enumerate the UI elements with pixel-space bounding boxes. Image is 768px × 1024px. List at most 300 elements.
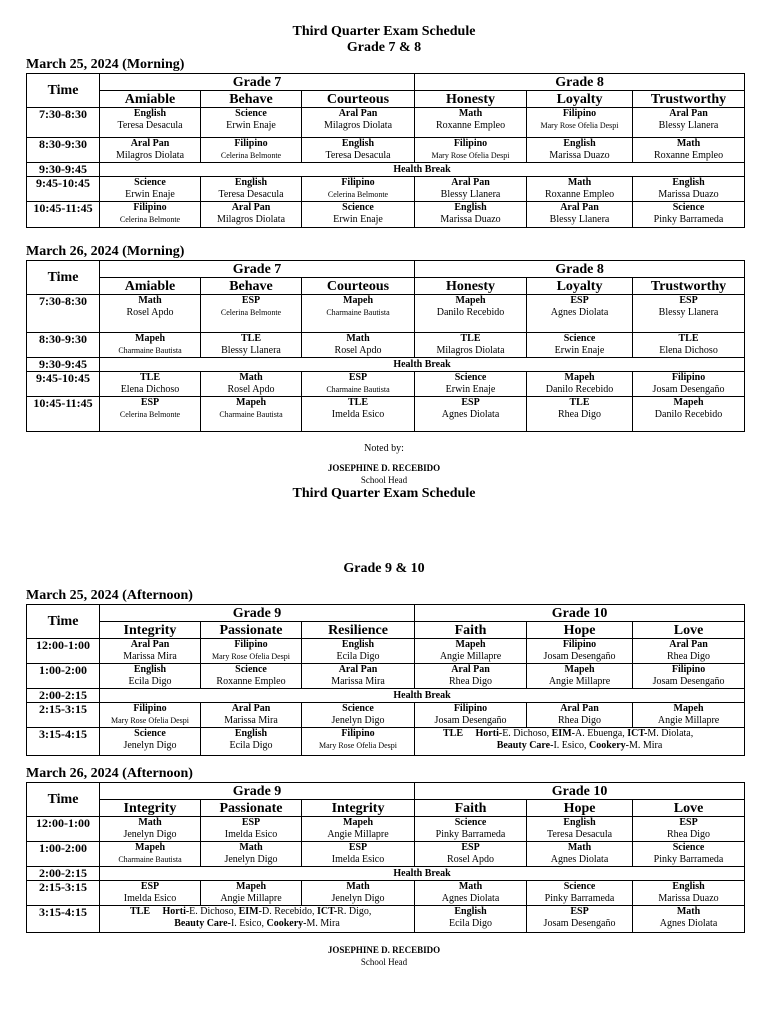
subject: Mapeh: [455, 295, 486, 306]
table-row: [27, 295, 745, 333]
tle-strand: ICT-: [316, 906, 338, 917]
teacher: Imelda Esico: [331, 409, 385, 420]
teacher: Danilo Recebido: [654, 409, 723, 420]
schedule-cell: [633, 664, 745, 689]
teacher: Teresa Desacula: [117, 120, 183, 131]
teacher: Rhea Digo: [667, 829, 711, 840]
subject: Math: [458, 108, 483, 119]
teacher: Angie Millapre: [220, 893, 282, 904]
schedule-cell: [100, 817, 201, 842]
subject: TLE: [678, 333, 699, 344]
time-slot: 8:30-9:30: [27, 333, 100, 358]
tle-teacher: I. Esico,: [230, 918, 267, 929]
schedule-cell: [633, 397, 745, 432]
subject: Math: [239, 372, 263, 383]
teacher: Agnes Diolata: [441, 893, 500, 904]
schedule-cell: [415, 906, 527, 933]
subject: Aral Pan: [560, 703, 599, 714]
teacher: Mary Rose Ofelia Despi: [431, 151, 510, 160]
subject: Filipino: [453, 703, 488, 714]
grade-header: Grade 8: [415, 261, 745, 278]
schedule-cell: [100, 202, 201, 228]
schedule-cell: [415, 639, 527, 664]
teacher: Marissa Mira: [224, 715, 278, 726]
table-row: [27, 163, 745, 177]
subject: Aral Pan: [231, 703, 271, 714]
schedule-cell: [415, 295, 527, 333]
schedule-cell: [100, 639, 201, 664]
section-header: Integrity: [100, 800, 201, 817]
subject: Mapeh: [135, 842, 165, 853]
schedule-cell: [201, 138, 302, 163]
subject: Mapeh: [564, 664, 595, 675]
schedule-cell: [302, 108, 415, 138]
subject: Science: [563, 881, 596, 892]
teacher: Jenelyn Digo: [123, 829, 177, 840]
tle-teacher: M. Mira: [306, 918, 340, 929]
time-header: Time: [27, 783, 100, 817]
teacher: Marissa Duazo: [658, 189, 719, 200]
schedule-cell: [302, 295, 415, 333]
teacher: Roxanne Empleo: [544, 189, 615, 200]
signatory-role: School Head: [360, 957, 408, 967]
subject: Math: [239, 842, 263, 853]
section-header: Hope: [527, 800, 633, 817]
schedule-cell: [415, 817, 527, 842]
tle-teacher: E. Dichoso,: [189, 906, 239, 917]
teacher: Charmaine Bautista: [118, 855, 182, 864]
section-header: Faith: [415, 800, 527, 817]
schedule-cell: [527, 817, 633, 842]
subject: Math: [567, 177, 592, 188]
teacher: Elena Dichoso: [120, 384, 180, 395]
signatory-role: School Head: [360, 475, 408, 485]
section-header: Integrity: [100, 622, 201, 639]
schedule-cell: [201, 639, 302, 664]
schedule-cell: [302, 817, 415, 842]
teacher: Imelda Esico: [331, 854, 385, 865]
section-header: Passionate: [201, 800, 302, 817]
subject: Math: [138, 817, 162, 828]
time-slot: 9:30-9:45: [27, 358, 100, 372]
teacher: Roxanne Empleo: [216, 676, 286, 687]
schedule-cell: [415, 397, 527, 432]
subject: Filipino: [341, 177, 375, 188]
schedule-cell: [302, 728, 415, 756]
health-break: Health Break: [100, 358, 745, 372]
subject: Science: [342, 703, 374, 714]
teacher: Agnes Diolata: [550, 854, 609, 865]
teacher: Erwin Enaje: [226, 120, 276, 131]
subject: Filipino: [562, 108, 597, 119]
subject: Filipino: [234, 138, 268, 149]
section-header: Passionate: [201, 622, 302, 639]
tle-teacher: D. Recebido,: [261, 906, 317, 917]
schedule-cell: [302, 177, 415, 202]
time-slot: 10:45-11:45: [27, 202, 100, 228]
schedule-cell: [633, 108, 745, 138]
table-row: [27, 333, 745, 358]
subject: English: [672, 177, 705, 188]
schedule-cell: [633, 333, 745, 358]
teacher: Blessy Llanera: [440, 189, 501, 200]
schedule-cell: [527, 703, 633, 728]
schedule-cell: [527, 842, 633, 867]
time-slot: 9:45-10:45: [27, 372, 100, 397]
teacher: Roxanne Empleo: [653, 150, 724, 161]
section-header: Love: [633, 800, 745, 817]
subject: Aral Pan: [338, 108, 378, 119]
teacher: Josam Desengaño: [543, 918, 616, 929]
subject: Filipino: [234, 639, 268, 650]
teacher: Milagros Diolata: [323, 120, 393, 131]
subject: ESP: [140, 397, 160, 408]
table-row: [27, 881, 745, 906]
subject: TLE: [569, 397, 590, 408]
teacher: Angie Millapre: [327, 829, 389, 840]
subject: ESP: [461, 842, 480, 853]
subject: Mapeh: [455, 639, 486, 650]
schedule-cell: [302, 372, 415, 397]
schedule-cell: [201, 664, 302, 689]
schedule-table-0: [26, 73, 745, 228]
table-row: [27, 639, 745, 664]
schedule-cell: [100, 108, 201, 138]
subject: English: [234, 728, 268, 739]
subject: Filipino: [341, 728, 375, 739]
doc-subtitle-1: Grade 7 & 8: [346, 40, 422, 55]
subject: ESP: [241, 295, 261, 306]
teacher: Ecila Digo: [448, 918, 493, 929]
teacher: Marissa Mira: [123, 651, 177, 662]
table-date-1: March 26, 2024 (Morning): [26, 244, 185, 259]
subject: Filipino: [453, 138, 488, 149]
teacher: Elena Dichoso: [659, 345, 718, 356]
grade-header: Grade 9: [100, 605, 415, 622]
schedule-cell: [633, 372, 745, 397]
teacher: Angie Millapre: [548, 676, 611, 687]
tle-label: TLE: [130, 906, 151, 917]
teacher: Pinky Barrameda: [435, 829, 506, 840]
schedule-table-2: [26, 604, 745, 756]
subject: ESP: [461, 397, 480, 408]
schedule-cell: [527, 108, 633, 138]
teacher: Blessy Llanera: [658, 120, 719, 131]
teacher: Teresa Desacula: [546, 829, 613, 840]
teacher: Imelda Esico: [224, 829, 278, 840]
subject: English: [133, 664, 167, 675]
doc-subtitle-2: Grade 9 & 10: [343, 561, 425, 576]
tle-teacher: A. Ebuenga,: [574, 728, 628, 739]
subject: Math: [346, 333, 370, 344]
subject: Filipino: [133, 703, 167, 714]
section-header: Trustworthy: [633, 91, 745, 108]
time-slot: 2:15-3:15: [27, 703, 100, 728]
schedule-cell: [302, 333, 415, 358]
teacher: Roxanne Empleo: [435, 120, 506, 131]
tle-teacher: R. Digo,: [337, 906, 372, 917]
teacher: Celerina Belmonte: [327, 190, 389, 199]
schedule-cell: [415, 177, 527, 202]
subject: English: [672, 881, 705, 892]
signature-block-2: [0, 944, 768, 968]
teacher: Milagros Diolata: [115, 150, 185, 161]
grade-header: Grade 7: [100, 261, 415, 278]
teacher: Agnes Diolata: [659, 918, 718, 929]
tle-strand: Beauty Care-: [174, 918, 231, 929]
table-row: [27, 358, 745, 372]
schedule-cell: [527, 397, 633, 432]
schedule-cell: [100, 295, 201, 333]
table-date-2: March 25, 2024 (Afternoon): [26, 588, 193, 603]
subject: Mapeh: [673, 703, 704, 714]
table-row: [27, 108, 745, 138]
table-row: [27, 372, 745, 397]
schedule-cell: [100, 703, 201, 728]
teacher: Jenelyn Digo: [123, 740, 177, 751]
section-header: Amiable: [100, 91, 201, 108]
time-header: Time: [27, 74, 100, 108]
schedule-cell: [302, 664, 415, 689]
schedule-cell: [633, 881, 745, 906]
schedule-cell: [302, 138, 415, 163]
time-slot: 10:45-11:45: [27, 397, 100, 432]
schedule-cell: [415, 108, 527, 138]
subject: Mapeh: [236, 881, 266, 892]
subject: Science: [235, 108, 267, 119]
schedule-cell: [201, 703, 302, 728]
schedule-cell: [302, 703, 415, 728]
subject: ESP: [348, 842, 368, 853]
health-break: Health Break: [100, 867, 745, 881]
tle-label: TLE: [443, 728, 464, 739]
schedule-cell: [527, 639, 633, 664]
teacher: Jenelyn Digo: [331, 893, 385, 904]
subject: Mapeh: [343, 295, 373, 306]
schedule-cell: [527, 138, 633, 163]
schedule-cell: [633, 177, 745, 202]
table-date-3: March 26, 2024 (Afternoon): [26, 766, 193, 781]
time-header: Time: [27, 261, 100, 295]
teacher: Angie Millapre: [439, 651, 502, 662]
schedule-cell: [633, 842, 745, 867]
teacher: Rosel Apdo: [227, 384, 275, 395]
schedule-cell: [201, 295, 302, 333]
grade-header: Grade 7: [100, 74, 415, 91]
teacher: Celerina Belmonte: [220, 308, 282, 317]
teacher: Josam Desengaño: [543, 651, 616, 662]
teacher: Mary Rose Ofelia Despi: [319, 741, 397, 750]
tle-teacher: I. Esico,: [553, 740, 589, 751]
teacher: Milagros Diolata: [216, 214, 286, 225]
schedule-cell: [201, 397, 302, 432]
teacher: Pinky Barrameda: [653, 854, 724, 865]
time-slot: 3:15-4:15: [27, 906, 100, 933]
tle-strand: Beauty Care-: [496, 740, 554, 751]
schedule-cell: [100, 842, 201, 867]
schedule-cell: [633, 202, 745, 228]
teacher: Danilo Recebido: [436, 307, 505, 318]
schedule-cell: [100, 881, 201, 906]
section-header: Courteous: [302, 278, 415, 295]
schedule-cell: [201, 881, 302, 906]
teacher: Angie Millapre: [657, 715, 720, 726]
teacher: Blessy Llanera: [221, 345, 281, 356]
subject: English: [454, 202, 487, 213]
subject: Math: [458, 881, 483, 892]
subject: Science: [454, 372, 487, 383]
teacher: Rhea Digo: [448, 676, 493, 687]
subject: Filipino: [671, 664, 706, 675]
tle-cell: [415, 728, 745, 756]
subject: ESP: [140, 881, 160, 892]
section-header: Resilience: [302, 622, 415, 639]
schedule-cell: [201, 842, 302, 867]
schedule-cell: [633, 295, 745, 333]
teacher: Marissa Duazo: [549, 150, 610, 161]
table-row: [27, 177, 745, 202]
schedule-cell: [302, 202, 415, 228]
subject: Science: [134, 177, 166, 188]
teacher: Blessy Llanera: [658, 307, 719, 318]
tle-teacher: M. Mira: [629, 740, 663, 751]
tle-cell: [100, 906, 415, 933]
subject: ESP: [241, 817, 261, 828]
teacher: Marissa Duazo: [658, 893, 719, 904]
teacher: Ecila Digo: [128, 676, 172, 687]
tle-teacher: M. Diolata,: [647, 728, 694, 739]
teacher: Milagros Diolata: [436, 345, 505, 356]
teacher: Charmaine Bautista: [219, 410, 283, 419]
schedule-cell: [527, 664, 633, 689]
subject: Aral Pan: [130, 138, 170, 149]
section-header: Love: [633, 622, 745, 639]
section-header: Integrity: [302, 800, 415, 817]
subject: Mapeh: [343, 817, 373, 828]
teacher: Charmaine Bautista: [326, 308, 390, 317]
teacher: Blessy Llanera: [549, 214, 610, 225]
subject: Math: [676, 906, 701, 917]
time-slot: 2:00-2:15: [27, 689, 100, 703]
schedule-cell: [633, 703, 745, 728]
schedule-cell: [415, 202, 527, 228]
teacher: Rhea Digo: [557, 715, 602, 726]
schedule-cell: [527, 372, 633, 397]
teacher: Rosel Apdo: [334, 345, 382, 356]
tle-strand: Horti-: [475, 728, 503, 739]
time-slot: 8:30-9:30: [27, 138, 100, 163]
subject: Math: [346, 881, 370, 892]
teacher: Celerina Belmonte: [119, 410, 181, 419]
table-row: [27, 906, 745, 933]
subject: Filipino: [671, 372, 706, 383]
teacher: Erwin Enaje: [125, 189, 175, 200]
table-row: [27, 867, 745, 881]
schedule-cell: [302, 842, 415, 867]
schedule-cell: [633, 906, 745, 933]
subject: English: [341, 138, 375, 149]
health-break: Health Break: [100, 689, 745, 703]
section-header: Trustworthy: [633, 278, 745, 295]
time-header: Time: [27, 605, 100, 639]
schedule-cell: [100, 664, 201, 689]
subject: TLE: [139, 372, 160, 383]
time-slot: 7:30-8:30: [27, 295, 100, 333]
teacher: Mary Rose Ofelia Despi: [111, 716, 189, 725]
subject: Mapeh: [236, 397, 266, 408]
signature-block-1: [0, 462, 768, 486]
subject: Math: [567, 842, 592, 853]
subject: Aral Pan: [231, 202, 271, 213]
time-slot: 12:00-1:00: [27, 639, 100, 664]
teacher: Josam Desengaño: [434, 715, 507, 726]
grade-header: Grade 9: [100, 783, 415, 800]
teacher: Rosel Apdo: [447, 854, 494, 865]
tle-strand: Cookery-: [589, 740, 629, 751]
schedule-table-1: [26, 260, 745, 432]
teacher: Jenelyn Digo: [331, 715, 385, 726]
section-header: Loyalty: [527, 278, 633, 295]
schedule-cell: [100, 333, 201, 358]
schedule-cell: [527, 202, 633, 228]
subject: English: [563, 817, 596, 828]
teacher: Rhea Digo: [667, 651, 711, 662]
section-header: Behave: [201, 278, 302, 295]
schedule-cell: [633, 639, 745, 664]
teacher: Ecila Digo: [229, 740, 273, 751]
noted-by-label: Noted by:: [364, 443, 404, 454]
subject: Science: [563, 333, 596, 344]
section-header: Courteous: [302, 91, 415, 108]
tle-strand: EIM-: [551, 728, 575, 739]
teacher: Josam Desengaño: [652, 384, 725, 395]
teacher: Erwin Enaje: [554, 345, 605, 356]
schedule-cell: [527, 881, 633, 906]
subject: TLE: [348, 397, 369, 408]
schedule-cell: [415, 703, 527, 728]
doc-title-2: Third Quarter Exam Schedule: [292, 486, 476, 501]
subject: English: [234, 177, 268, 188]
schedule-cell: [633, 138, 745, 163]
time-slot: 2:15-3:15: [27, 881, 100, 906]
subject: Mapeh: [673, 397, 704, 408]
subject: Aral Pan: [130, 639, 170, 650]
subject: Filipino: [133, 202, 167, 213]
time-slot: 1:00-2:00: [27, 842, 100, 867]
schedule-cell: [201, 108, 302, 138]
table-row: [27, 689, 745, 703]
table-row: [27, 138, 745, 163]
teacher: Agnes Diolata: [550, 307, 609, 318]
subject: Science: [672, 202, 705, 213]
section-header: Behave: [201, 91, 302, 108]
subject: Aral Pan: [451, 664, 490, 675]
subject: ESP: [679, 295, 698, 306]
subject: Math: [138, 295, 162, 306]
grade-header: Grade 10: [415, 605, 745, 622]
time-slot: 9:30-9:45: [27, 163, 100, 177]
subject: Aral Pan: [669, 639, 708, 650]
subject: Mapeh: [564, 372, 595, 383]
table-row: [27, 842, 745, 867]
schedule-cell: [527, 333, 633, 358]
section-header: Honesty: [415, 91, 527, 108]
schedule-cell: [415, 372, 527, 397]
teacher: Marissa Duazo: [440, 214, 501, 225]
subject: Aral Pan: [560, 202, 599, 213]
schedule-cell: [100, 138, 201, 163]
schedule-cell: [633, 817, 745, 842]
